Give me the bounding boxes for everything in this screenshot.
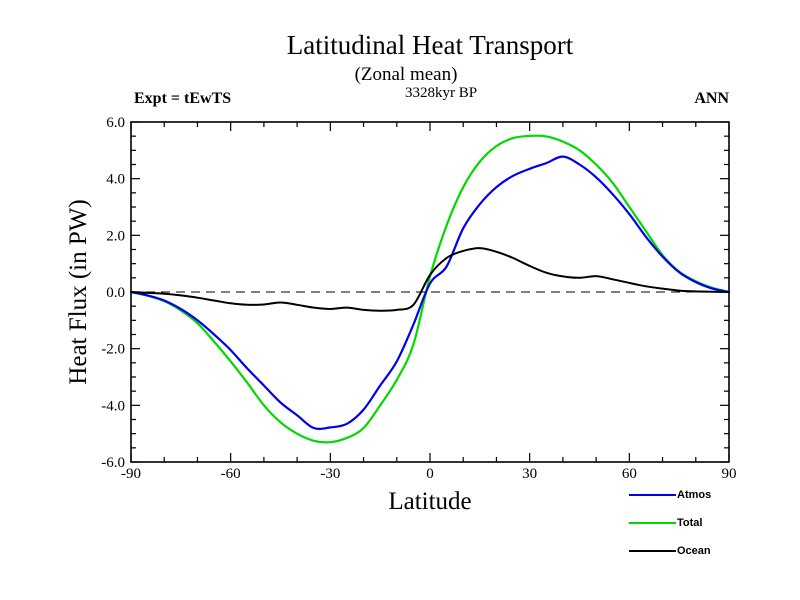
y-tick-label: 4.0 bbox=[106, 171, 125, 188]
series-line-total bbox=[131, 136, 729, 443]
y-tick-label: -4.0 bbox=[101, 398, 125, 415]
x-tick-label: 30 bbox=[522, 466, 538, 482]
x-tick-label: -30 bbox=[320, 466, 341, 482]
chart-title: Latitudinal Heat Transport bbox=[286, 30, 574, 60]
chart-subtitle: (Zonal mean) bbox=[354, 64, 458, 85]
legend-label-total: Total bbox=[677, 517, 703, 529]
x-axis-title: Latitude bbox=[388, 488, 472, 515]
y-tick-label: 6.0 bbox=[106, 115, 125, 131]
axis-box bbox=[131, 122, 729, 462]
y-tick-label: 2.0 bbox=[106, 228, 125, 245]
legend-entry-ocean bbox=[629, 543, 711, 559]
legend-label-ocean: Ocean bbox=[677, 545, 711, 557]
y-axis-title: Heat Flux (in PW) bbox=[65, 199, 92, 385]
total-line-swatch bbox=[629, 522, 676, 524]
series-line-atmos bbox=[131, 157, 729, 429]
season-label: ANN bbox=[694, 90, 729, 107]
x-tick-label: -60 bbox=[220, 466, 241, 482]
experiment-label: Expt = tEwTS bbox=[134, 90, 232, 107]
atmos-line-swatch bbox=[629, 494, 676, 496]
legend-entry-atmos bbox=[629, 487, 711, 503]
legend-label-atmos: Atmos bbox=[677, 489, 712, 501]
legend-entry-total bbox=[629, 515, 711, 531]
chart-dateline: 3328kyr BP bbox=[404, 85, 478, 101]
x-tick-label: -90 bbox=[121, 466, 141, 482]
x-tick-label: 90 bbox=[721, 466, 737, 482]
x-tick-label: 60 bbox=[621, 466, 637, 482]
y-tick-label: -6.0 bbox=[101, 455, 125, 471]
legend bbox=[629, 487, 711, 571]
y-tick-label: 0.0 bbox=[106, 285, 125, 301]
y-tick-label: -2.0 bbox=[101, 341, 125, 358]
x-tick-label: 0 bbox=[426, 466, 434, 482]
ocean-line-swatch bbox=[629, 550, 676, 552]
